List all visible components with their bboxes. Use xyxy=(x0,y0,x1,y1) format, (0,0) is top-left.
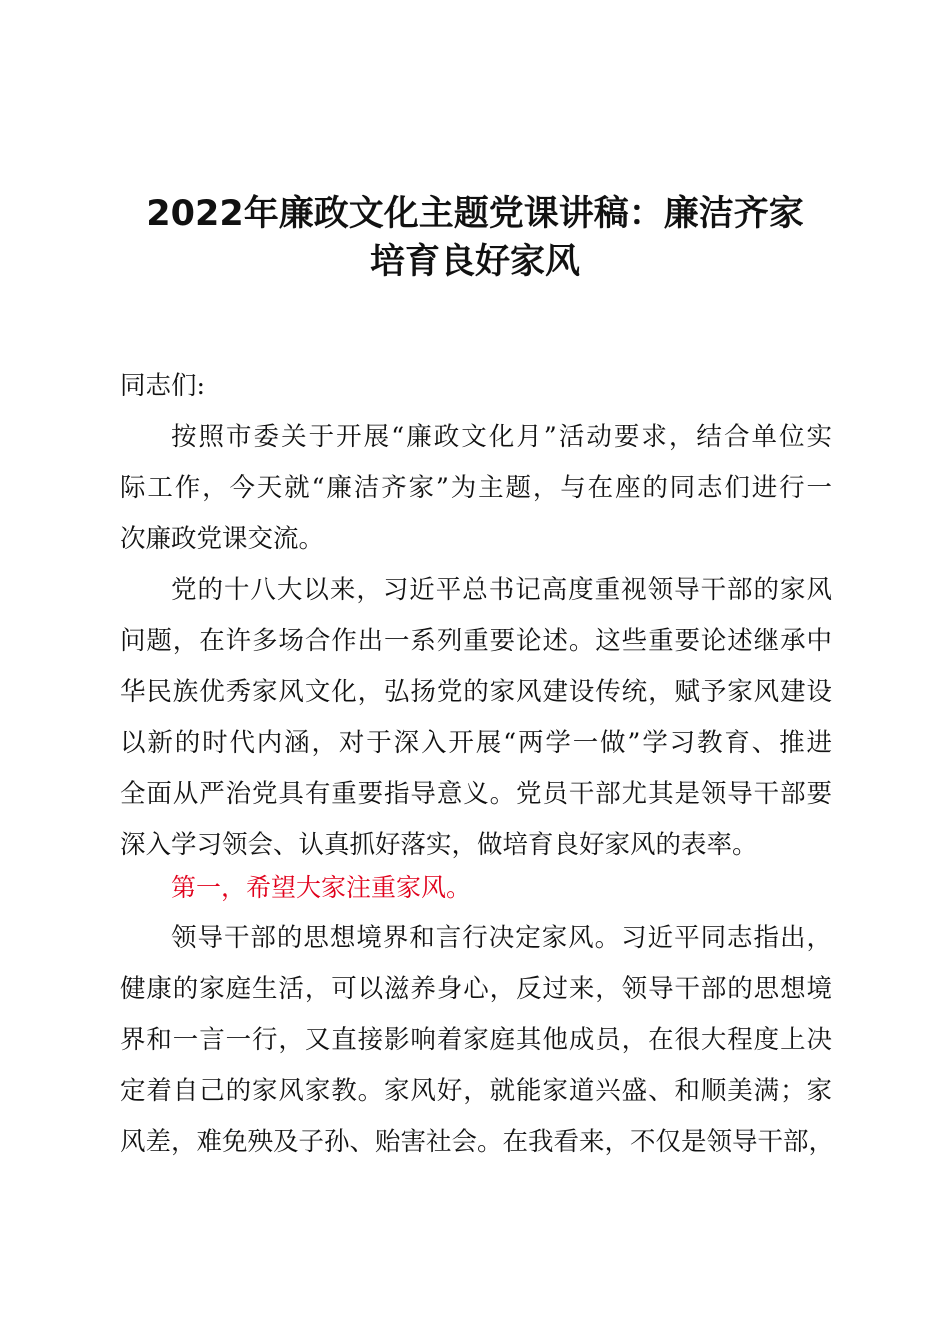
paragraph-line: 问题，在许多场合作出一系列重要论述。这些重要论述继承中 xyxy=(120,626,832,656)
paragraph-line: 际工作，今天就“廉洁齐家”为主题，与在座的同志们进行一 xyxy=(120,473,832,503)
salutation-text: 同志们: xyxy=(120,371,206,401)
paragraph-line: 风差，难免殃及子孙、贻害社会。在我看来，不仅是领导干部， xyxy=(120,1127,835,1157)
paragraph-2 xyxy=(120,565,832,871)
paragraph-line: 健康的家庭生活，可以滋养身心，反过来，领导干部的思想境 xyxy=(120,974,832,1004)
paragraph-line: 定着自己的家风家教。家风好，就能家道兴盛、和顺美满；家 xyxy=(120,1076,832,1106)
paragraph-line: 全面从严治党具有重要指导意义。党员干部尤其是领导干部要 xyxy=(120,779,832,809)
paragraph-line: 界和一言一行，又直接影响着家庭其他成员，在很大程度上决 xyxy=(120,1025,832,1055)
salutation xyxy=(120,361,832,412)
paragraph-3 xyxy=(120,913,835,1168)
section-heading-text: 第一，希望大家注重家风。 xyxy=(171,873,472,902)
paragraph-line: 按照市委关于开展“廉政文化月”活动要求，结合单位实 xyxy=(171,422,832,452)
paragraph-1 xyxy=(120,412,832,565)
paragraph-line: 党的十八大以来，习近平总书记高度重视领导干部的家风 xyxy=(171,575,832,605)
paragraph-line: 领导干部的思想境界和言行决定家风。习近平同志指出， xyxy=(171,923,832,953)
paragraph-line: 次廉政党课交流。 xyxy=(120,524,325,554)
title-line-1: 2022年廉政文化主题党课讲稿：廉洁齐家 xyxy=(146,194,804,234)
title-line-2: 培育良好家风 xyxy=(369,242,580,282)
section-heading-1 xyxy=(120,862,832,913)
paragraph-line: 深入学习领会、认真抓好落实，做培育良好家风的表率。 xyxy=(120,830,758,860)
document-title xyxy=(100,190,850,286)
paragraph-line: 以新的时代内涵，对于深入开展“两学一做”学习教育、推进 xyxy=(120,728,832,758)
paragraph-line: 华民族优秀家风文化，弘扬党的家风建设传统，赋予家风建设 xyxy=(120,677,832,707)
